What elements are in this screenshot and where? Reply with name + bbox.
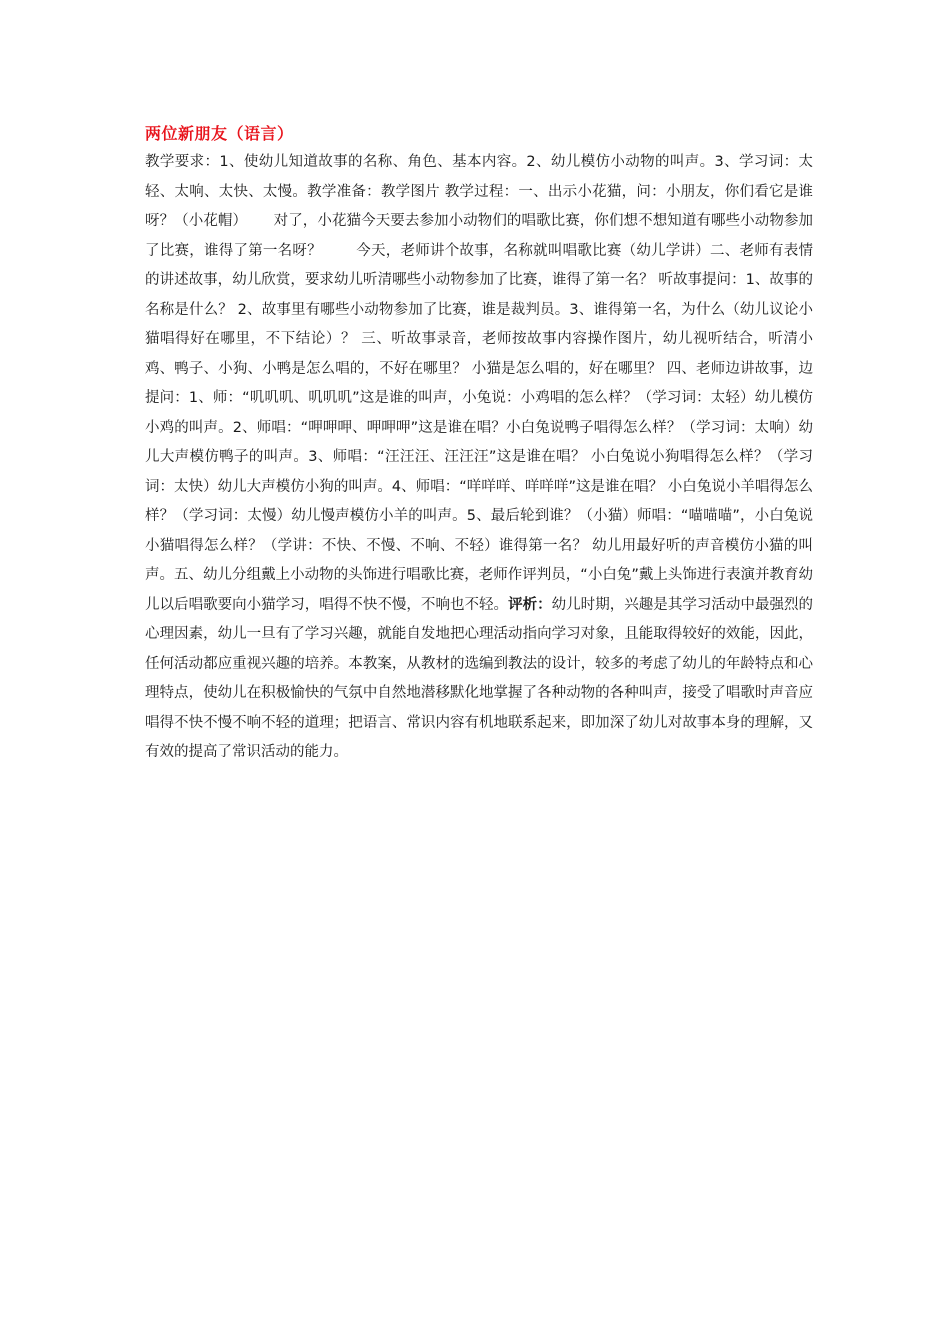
body-main-text: 教学要求：1、使幼儿知道故事的名称、角色、基本内容。2、幼儿模仿小动物的叫声。3、学习词：太轻、太响、太快、太慢。教学准备：教学图片 教学过程：一、出示小花猫，问：小朋友，你们看它是谁呀？（小花帽） 对了，小花猫今天要去参加小动物们的唱歌比赛，你们想不想知道有哪些小动物参加了比赛，谁得了第一名呀？ 今天，老师讲个故事，名称就叫唱歌比赛（幼儿学讲）二、老师有表情的讲述故事，幼儿欣赏，要求幼儿听清哪些小动物参加了比赛，谁得了第一名？ 听故事提问：1、故事的名称是什么？ 2、故事里有哪些小动物参加了比赛，谁是裁判员。3、谁得第一名，为什么（幼儿议论小猫唱得好在哪里，不下结论）？ 三、听故事录音，老师按故事内容操作图片，幼儿视听结合，听清小鸡、鸭子、小狗、小鸭是怎么唱的，不好在哪里？ 小猫是怎么唱的，好在哪里？ 四、老师边讲故事，边提问：1、师：“叽叽叽、叽叽叽”这是谁的叫声，小兔说：小鸡唱的怎么样？（学习词：太轻）幼儿模仿小鸡的叫声。2、师唱：“呷呷呷、呷呷呷”这是谁在唱？小白兔说鸭子唱得怎么样？（学习词：太响）幼儿大声模仿鸭子的叫声。3、师唱：“汪汪汪、汪汪汪”这是谁在唱？ 小白兔说小狗唱得怎么样？（学习词：太快）幼儿大声模仿小狗的叫声。4、师唱：“咩咩咩、咩咩咩”这是谁在唱？ 小白兔说小羊唱得怎么样？（学习词：太慢）幼儿慢声模仿小羊的叫声。5、最后轮到谁？（小猫）师唱：“喵喵喵”，小白兔说小猫唱得怎么样？（学讲：不快、不慢、不响、不轻）谁得第一名？ 幼儿用最好听的声音模仿小猫的叫声。五、幼儿分组戴上小动物的头饰进行唱歌比赛，老师作评判员，“小白兔”戴上头饰进行表演并教育幼儿以后唱歌要向小猫学习，唱得不快不慢，不响也不轻。 [145,154,813,613]
document-body [145,148,813,768]
evaluation-label: 评析： [508,596,552,613]
evaluation-text: 幼儿时期，兴趣是其学习活动中最强烈的心理因素，幼儿一旦有了学习兴趣，就能自发地把心理活动指向学习对象，且能取得较好的效能，因此，任何活动都应重视兴趣的培养。本教案，从教材的选编到教法的设计，较多的考虑了幼儿的年龄特点和心理特点，使幼儿在积极愉快的气氛中自然地潜移默化地掌握了各种动物的各种叫声，接受了唱歌时声音应唱得不快不慢不响不轻的道理；把语言、常识内容有机地联系起来，即加深了幼儿对故事本身的理解，又有效的提高了常识活动的能力。 [145,596,814,760]
document-content [145,122,813,768]
document-title: 两位新朋友（语言） [145,124,294,143]
